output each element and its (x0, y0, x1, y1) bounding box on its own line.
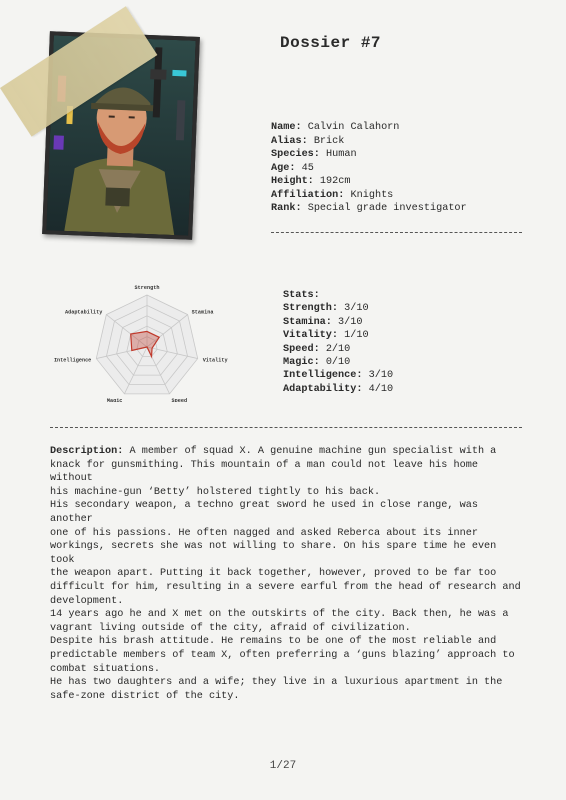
stat-row-magic (283, 356, 393, 369)
stat-label: Strength: (283, 303, 339, 315)
stat-label: Speed: (283, 343, 320, 355)
info-row-rank (271, 202, 467, 216)
info-label: Age: (271, 162, 296, 174)
info-row-age (271, 162, 467, 176)
info-value: Calvin Calahorn (307, 122, 400, 133)
stat-label: Intelligence: (283, 370, 363, 382)
info-value: Special grade investigator (307, 203, 467, 214)
radar-axis-label: Vitality (202, 357, 228, 364)
dossier-title: Dossier #7 (280, 34, 382, 52)
info-row-affiliation (271, 189, 467, 203)
info-label: Height: (271, 176, 314, 187)
stat-row-stamina (283, 316, 393, 329)
stat-row-vitality (283, 329, 393, 342)
info-label: Rank: (271, 203, 302, 214)
stat-row-strength (283, 302, 393, 315)
stat-row-intelligence (283, 369, 393, 382)
radar-axis-label: Speed (171, 397, 188, 402)
info-label: Species: (271, 149, 320, 160)
stat-label: Vitality: (283, 330, 339, 342)
radar-axis-label: Magic (106, 397, 123, 402)
stat-value: 2/10 (325, 343, 351, 355)
stats-radar-chart (52, 277, 237, 402)
stat-row-speed (283, 343, 393, 356)
stat-value: 1/10 (344, 330, 369, 342)
radar-axis-label: Intelligence (53, 357, 92, 364)
info-label: Affiliation: (271, 189, 345, 201)
stats-list (283, 289, 393, 396)
page-number: 1/27 (269, 760, 297, 772)
stat-label: Adaptability: (283, 383, 363, 395)
description-block (50, 445, 526, 703)
stat-label: Magic: (283, 357, 320, 369)
info-label: Alias: (271, 135, 308, 147)
stat-value: 3/10 (344, 303, 369, 315)
info-value: Human (326, 149, 357, 160)
stat-value: 4/10 (368, 383, 394, 395)
stat-value: 3/10 (368, 370, 394, 382)
stats-heading (283, 289, 393, 302)
info-row-species (271, 148, 467, 162)
info-value: Brick (313, 135, 345, 147)
info-row-name (271, 121, 467, 135)
radar-axis-label: Adaptability (64, 309, 103, 316)
divider-top (271, 232, 522, 233)
stat-label: Stamina: (283, 316, 332, 328)
info-row-alias (271, 135, 467, 149)
divider-middle (50, 427, 522, 428)
info-row-height (271, 175, 467, 189)
info-value: 45 (301, 162, 314, 174)
info-value: 192cm (319, 176, 351, 187)
stats-heading-text: Stats: (283, 290, 320, 301)
info-label: Name: (271, 122, 302, 133)
stat-value: 0/10 (325, 357, 351, 369)
radar-axis-label: Strength (134, 285, 160, 291)
profile-info (271, 121, 467, 216)
radar-axis-label: Stamina (191, 309, 214, 316)
stat-value: 3/10 (338, 316, 363, 328)
stat-row-adaptability (283, 383, 393, 396)
description-text: A member of squad X. A genuine machine gun specialist with a knack for gunsmithing. This mountain of a man could not leave his home without his machine-gun ‘Betty’ holstered tightly to his back. His secondary weapon, a techno great sword he used in close range, was another one of his passions. He often nagged and asked Reberca about its inner workings, secrets she was not willing to share. On his spare time he even took the weapon apart. Putting it back together, however, proved to be far too difficult for him, resulting in a severe earful from the head of research and development. 14 years ago he and X met on the outskirts of the city. Back then, he was a vagrant living outside of the city, afraid of civilization. Despite his brash attitude. He remains to be one of the most reliable and predictable members of team X, often preferring a ‘guns blazing’ approach to combat situations. He has two daughters and a wife; they live in a luxurious apartment in the safe-zone district of the city. (50, 446, 521, 702)
info-value: Knights (350, 189, 394, 201)
description-label: Description: (50, 446, 124, 457)
